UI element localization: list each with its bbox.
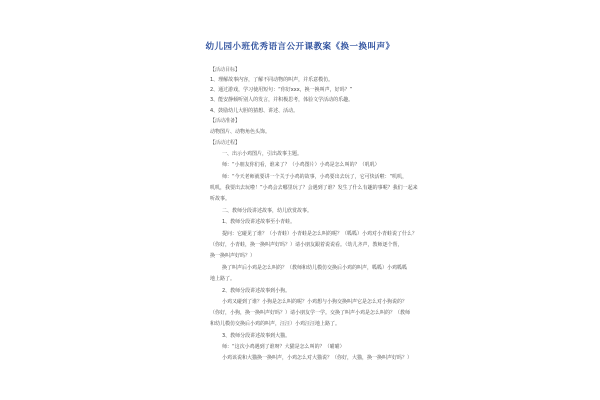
text-line: 地上路了。 (210, 276, 236, 282)
text-line: 3、教师分段讲述故事到大猫。 (222, 333, 291, 339)
text-line: 师：“小朋友你们看，谁来了？（小鸡图片）小鸡是怎么叫的？（叽叽） (222, 162, 380, 168)
text-line: 师：“今天老师就要讲一个关于小鸡的故事，小鸡要出去玩了，它可快活啦：“叽叽， (222, 174, 408, 180)
text-line: 3、能安静倾听别人的发言，并积极思考，体验文学活动的乐趣。 (210, 97, 354, 103)
text-line: 4、鼓励幼儿大胆的猜想、讲述、活动。 (210, 108, 299, 114)
text-line: 换一换叫声好吗？） (210, 253, 256, 259)
text-line: 动物图片、动物角色头饰。 (210, 129, 271, 135)
text-line: 2、通过游戏，学习使用短句：“你好xxx，换一换叫声，好吗？” (210, 87, 353, 93)
section-heading-process: 【活动过程】 (210, 140, 241, 146)
section-heading-goals: 【活动目标】 (210, 67, 241, 73)
section-heading-preparation: 【活动准备】 (210, 118, 241, 124)
text-line: （你好，小青蛙，换一换叫声好吗？）请小朋友跟着说说看。（幼儿齐声，教师逐个帮， (210, 242, 403, 248)
document-title: 幼儿园小班优秀语言公开课教案《换一换叫声》 (205, 42, 395, 52)
text-line: 提问：它碰见了谁？（小青蛙）小青蛙是怎么叫的呢？（呱呱）小鸡对小青蛙说了什么？ (222, 231, 418, 237)
text-line: 2、教师分段讲述故事到小狗。 (222, 288, 291, 294)
text-line: 师：“这次小鸡遇到了谁呀？大猫是怎么叫的？（喵喵） (222, 344, 345, 350)
text-line: 小鸡又碰到了谁？小狗是怎么叫的呢？小鸡想与小狗交换叫声它是怎么对小狗说的？ (222, 299, 408, 305)
text-line: 一、出示小鸡图片，引出故事主题。 (222, 151, 303, 157)
text-line: 1、理解故事内容，了解不同动物的叫声，并乐意模仿。 (210, 77, 334, 83)
text-line: 叽叽，我要出去玩啦！”小鸡会去哪里玩了？会遇到了谁？发生了什么有趣的事呢？我们一起来 (210, 185, 418, 191)
text-line: 小鸡该说和大猫换一换叫声，小鸡怎么对大猫说？（你好，大猫，换一换叫声好吗？） (222, 355, 413, 361)
text-line: 和幼儿模仿交换后小鸡的叫声，汪汪）小鸡汪汪地上路了。 (210, 321, 341, 327)
text-line: 二、教师分段讲述故事，幼儿欣赏故事。 (222, 208, 313, 214)
text-line: 1、教师分段讲述故事至小青蛙。 (222, 219, 296, 225)
text-line: 换了叫声后小鸡是怎么叫的？（教师和幼儿模仿交换后小鸡的叫声，呱呱）小鸡呱呱 (222, 265, 408, 271)
text-line: （你好，小狗，换一换叫声好吗？）请小朋友学一学。交换了叫声小鸡是怎么叫的？（教师 (210, 310, 411, 316)
text-line: 听故事。 (210, 196, 231, 202)
